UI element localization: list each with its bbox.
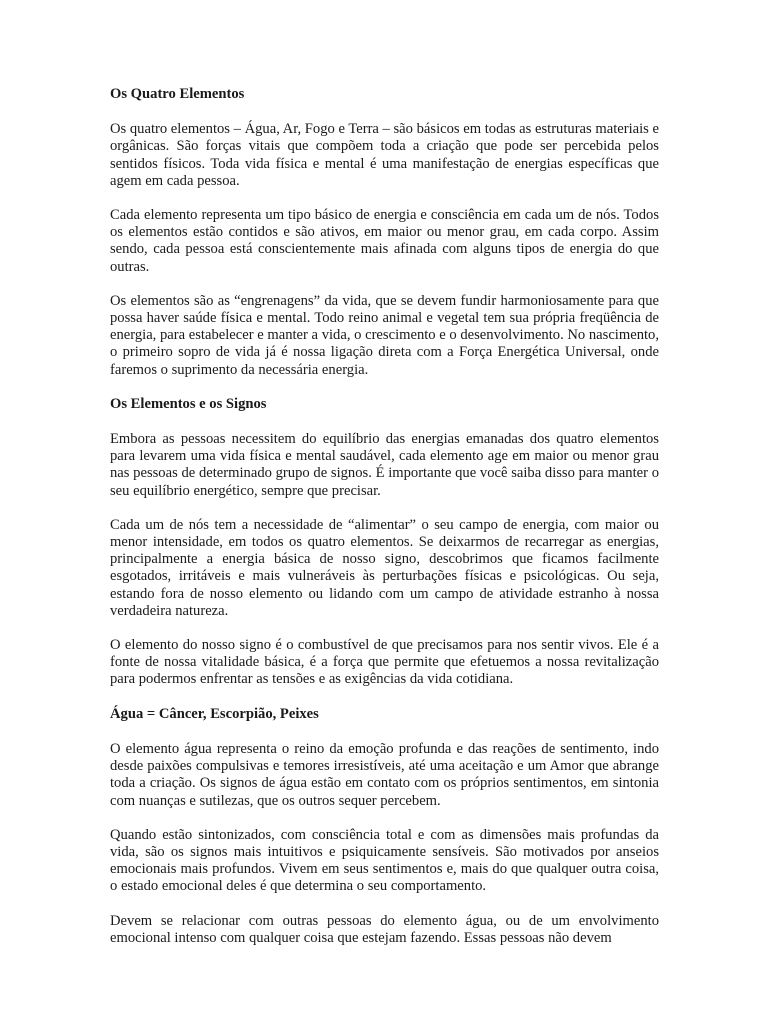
section-heading-agua: Água = Câncer, Escorpião, Peixes <box>110 705 319 722</box>
paragraph: Cada um de nós tem a necessidade de “alimentar” o seu campo de energia, com maior ou menor intensidade, em todos os quatro elementos. Se deixarmos de recarregar as energias, principalmente a energia básica de nosso signo, descobrimos que ficamos facilmente esgotados, irritáveis e mais vulneráveis às perturbações físicas e psicológicas. Ou seja, estando fora de nosso elemento ou lidando com um campo de atividade estranho à nossa verdadeira natureza. <box>110 516 659 619</box>
paragraph: Os elementos são as “engrenagens” da vida, que se devem fundir harmoniosamente para que possa haver saúde física e mental. Todo reino animal e vegetal tem sua própria freqüência de energia, para estabelecer e manter a vida, o crescimento e o desenvolvimento. No nascimento, o primeiro sopro de vida já é nossa ligação direta com a Força Energética Universal, onde faremos o suprimento da necessária energia. <box>110 292 659 378</box>
paragraph: Os quatro elementos – Água, Ar, Fogo e Terra – são básicos em todas as estruturas materiais e orgânicas. São forças vitais que compõem toda a criação que pode ser percebida pelos sentidos físicos. Toda vida física e mental é uma manifestação de energias específicas que agem em cada pessoa. <box>110 121 659 189</box>
paragraph: Embora as pessoas necessitem do equilíbrio das energias emanadas dos quatro elementos para levarem uma vida física e mental saudável, cada elemento age em maior ou menor grau nas pessoas de determinado grupo de signos. É importante que você saiba disso para manter o seu equilíbrio energético, sempre que precisar. <box>110 431 659 499</box>
paragraph: Cada elemento representa um tipo básico de energia e consciência em cada um de nós. Todos os elementos estão contidos e são ativos, em maior ou menor grau, em cada corpo. Assim sendo, cada pessoa está conscientemente mais afinada com alguns tipos de energia do que outras. <box>110 207 659 275</box>
paragraph: Quando estão sintonizados, com consciência total e com as dimensões mais profundas da vida, são os signos mais intuitivos e psiquicamente sensíveis. São motivados por anseios emocionais mais profundos. Vivem em seus sentimentos e, mais do que qualquer outra coisa, o estado emocional deles é que determina o seu comportamento. <box>110 826 659 895</box>
document-page <box>110 86 659 964</box>
section-heading-quatro-elementos: Os Quatro Elementos <box>110 86 245 102</box>
section-heading-elementos-signos: Os Elementos e os Signos <box>110 395 267 412</box>
paragraph: Devem se relacionar com outras pessoas do elemento água, ou de um envolvimento emocional intenso com qualquer coisa que estejam fazendo. Essas pessoas não devem <box>110 912 659 946</box>
paragraph: O elemento água representa o reino da emoção profunda e das reações de sentimento, indo desde paixões compulsivas e temores irresistíveis, até uma aceitação e um Amor que abrange toda a criação. Os signos de água estão em contato com os próprios sentimentos, em sintonia com nuanças e sutilezas, que os outros sequer percebem. <box>110 740 659 809</box>
paragraph: O elemento do nosso signo é o combustível de que precisamos para nos sentir vivos. Ele é a fonte de nossa vitalidade básica, é a força que permite que efetuemos a nossa revitalização para podermos enfrentar as tensões e as exigências da vida cotidiana. <box>110 637 659 688</box>
